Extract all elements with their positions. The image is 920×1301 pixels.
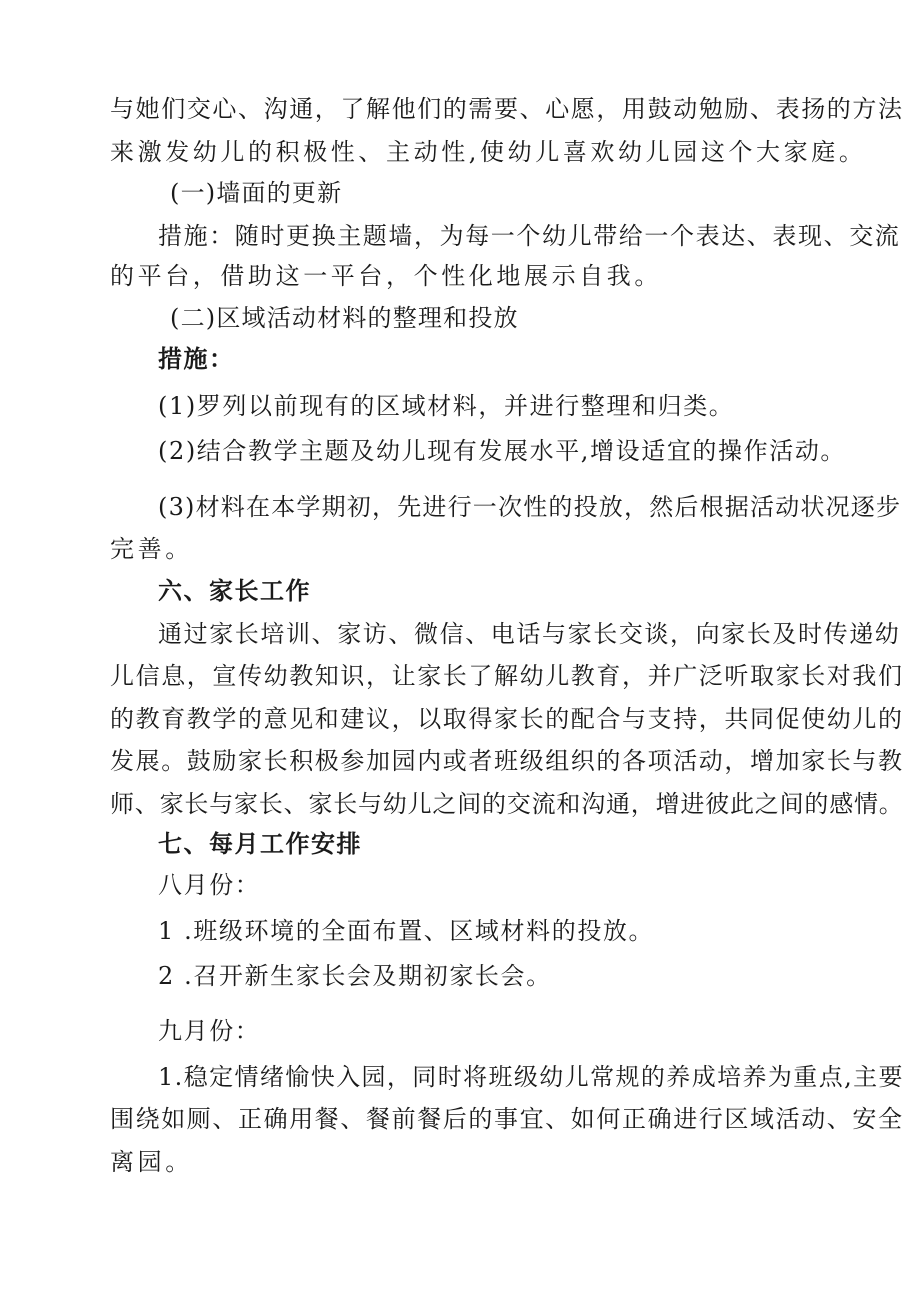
list-item: (2)结合教学主题及幼儿现有发展水平,增设适宜的操作活动。 [158, 437, 847, 465]
subsection-heading: (一)墙面的更新 [170, 179, 343, 207]
paragraph-line: 来激发幼儿的积极性、主动性,使幼儿喜欢幼儿园这个大家庭。 [110, 138, 867, 166]
list-item: 1.稳定情绪愉快入园，同时将班级幼儿常规的养成培养为重点,主要 [158, 1063, 904, 1091]
paragraph-line: 离园。 [110, 1148, 193, 1176]
month-label: 八月份： [158, 871, 261, 899]
list-item: (3)材料在本学期初，先进行一次性的投放，然后根据活动状况逐步 [158, 493, 902, 521]
paragraph-line: 的教育教学的意见和建议，以取得家长的配合与支持，共同促使幼儿的 [110, 705, 904, 733]
paragraph-line: 师、家长与家长、家长与幼儿之间的交流和沟通，增进彼此之间的感情。 [110, 790, 904, 818]
measures-label: 措施： [158, 345, 235, 373]
section-heading: 七、每月工作安排 [158, 830, 362, 858]
paragraph-line: 措施：随时更换主题墙，为每一个幼儿带给一个表达、表现、交流 [158, 222, 901, 250]
paragraph-line: 通过家长培训、家访、微信、电话与家长交谈，向家长及时传递幼 [158, 620, 901, 648]
paragraph-line: 儿信息，宣传幼教知识，让家长了解幼儿教育，并广泛听取家长对我们 [110, 662, 904, 690]
paragraph-line: 与她们交心、沟通，了解他们的需要、心愿，用鼓动勉励、表扬的方法 [110, 95, 904, 123]
subsection-heading: (二)区域活动材料的整理和投放 [170, 304, 519, 332]
list-item: 2 .召开新生家长会及期初家长会。 [158, 962, 552, 990]
paragraph-line: 完善。 [110, 535, 193, 563]
paragraph-line: 围绕如厕、正确用餐、餐前餐后的事宜、如何正确进行区域活动、安全 [110, 1105, 904, 1133]
paragraph-line: 发展。鼓励家长积极参加园内或者班级组织的各项活动，增加家长与教 [110, 747, 904, 775]
list-item: (1)罗列以前现有的区域材料，并进行整理和归类。 [158, 392, 735, 420]
section-heading: 六、家长工作 [158, 577, 311, 605]
paragraph-line: 的平台，借助这一平台，个性化地展示自我。 [110, 262, 662, 290]
month-label: 九月份： [158, 1017, 261, 1045]
list-item: 1 .班级环境的全面布置、区域材料的投放。 [158, 917, 655, 945]
